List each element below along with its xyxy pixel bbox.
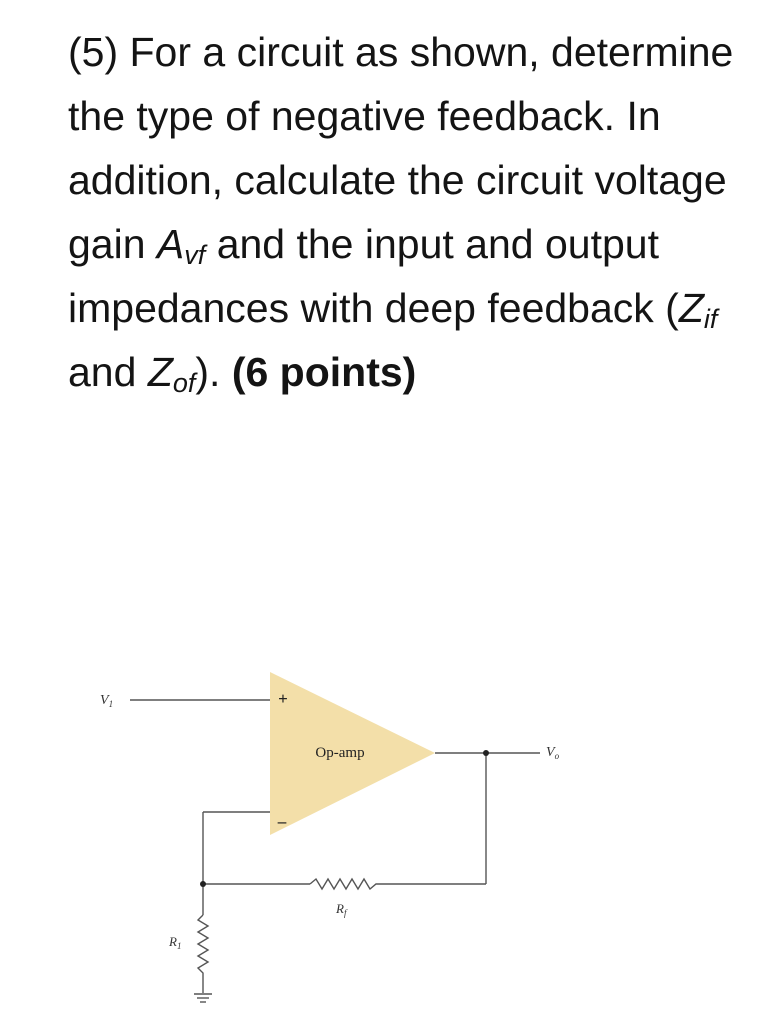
r1-label: $R_1$: [169, 934, 182, 951]
r1-resistor: [198, 915, 208, 993]
avf-main: A: [156, 221, 185, 267]
zif-main: Z: [678, 285, 704, 331]
rf-resistor: [310, 879, 380, 889]
question-close: ).: [195, 349, 232, 395]
question-lead: (5) For a circuit as shown, determine the type of negative feedback. In addition, calculate the circuit voltage gain: [68, 29, 734, 267]
output-junction-dot: [483, 750, 489, 756]
zif-subscript: if: [703, 304, 718, 334]
output-label: $V_o$: [546, 745, 560, 761]
zof-subscript: of: [172, 368, 196, 398]
zof-main: Z: [147, 349, 173, 395]
question-middle: and the input and output impedances with deep feedback (: [68, 221, 679, 331]
input-label: $V_1$: [100, 693, 114, 709]
opamp-label: Op-amp: [315, 745, 365, 761]
question-points: (6 points): [231, 349, 417, 395]
avf-subscript: vf: [184, 240, 206, 270]
opamp-plus-sign: +: [278, 689, 288, 708]
rf-label: $R_f$: [336, 901, 347, 918]
feedback-junction-dot: [200, 881, 206, 887]
opamp-minus-sign: –: [277, 812, 287, 831]
question-and: and: [68, 349, 148, 395]
